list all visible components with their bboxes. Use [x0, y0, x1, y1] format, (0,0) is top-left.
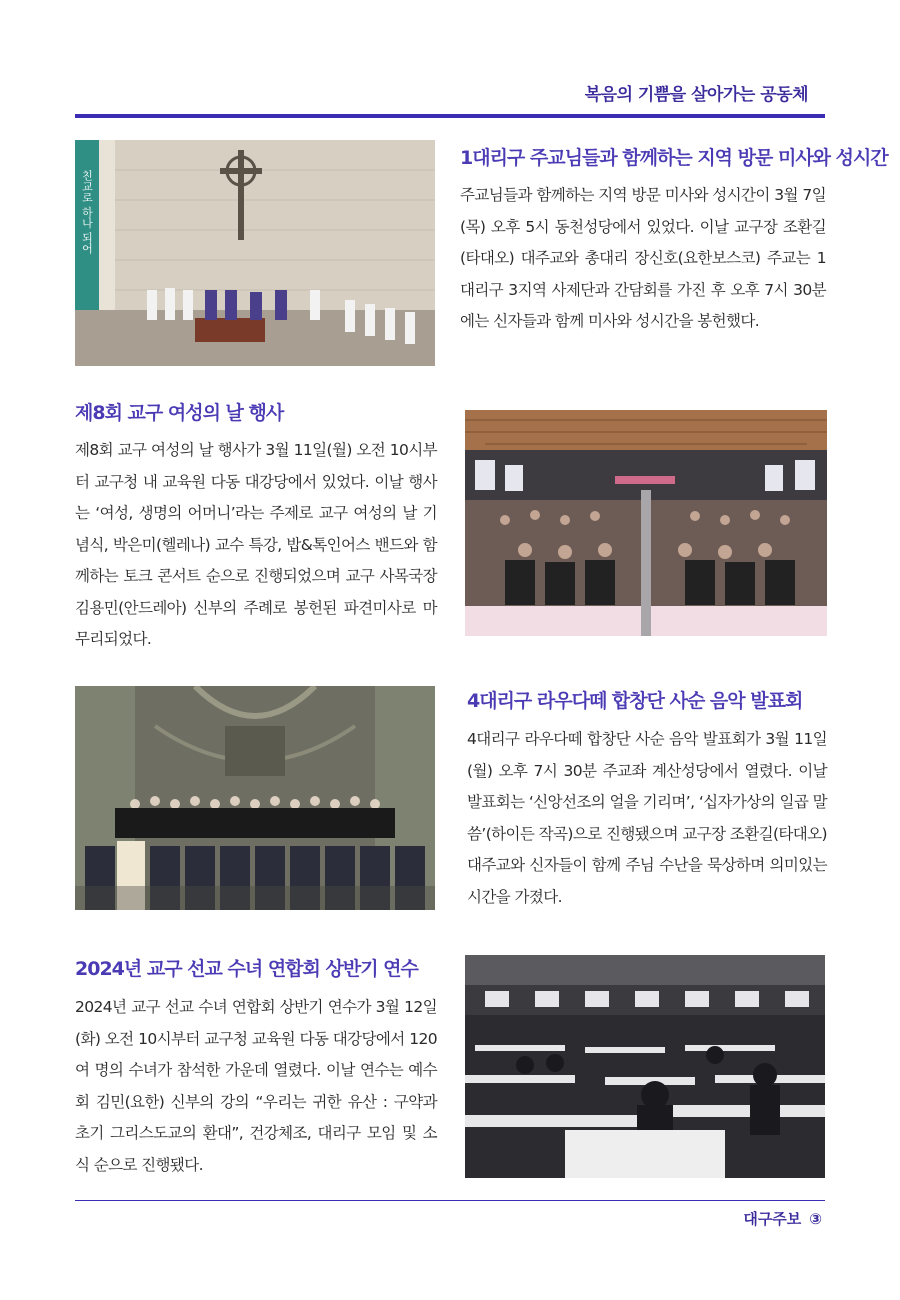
page-footer	[743, 1208, 822, 1229]
banner-text: 친교로 하나 되어	[80, 170, 94, 254]
header-title: 복음의 기쁨을 살아가는 공동체	[584, 85, 808, 105]
article-body-2: 제8회 교구 여성의 날 행사가 3월 11일(월) 오전 10시부터 교구청 내 교육원 다동 대강당에서 있었다. 이날 행사는 ‘여성, 생명의 어머니’라는 주제로 교구 여성의 날 기념식, 박은미(헬레나) 교수 특강, 밥&톡인어스 밴드와 함께하는 토크 콘서트 순으로 진행되었으며 교구 사목국장 김용민(안드레아) 신부의 주례로 봉헌된 파견미사로 마무리되었다.	[75, 441, 437, 648]
article-title-4: 2024년 교구 선교 수녀 연합회 상반기 연수	[75, 958, 418, 980]
publication-name: 대구주보	[743, 1210, 802, 1228]
womens-day-photo	[465, 410, 827, 636]
article-title-1: 1대리구 주교님들과 함께하는 지역 방문 미사와 성시간	[460, 147, 888, 169]
article-title-3: 4대리구 라우다떼 합창단 사순 음악 발표회	[467, 690, 803, 712]
article-title-2: 제8회 교구 여성의 날 행사	[75, 402, 284, 424]
nuns-seminar-photo	[465, 955, 825, 1178]
page-header	[0, 0, 900, 120]
choir-photo	[75, 686, 435, 910]
footer-divider	[75, 1200, 825, 1201]
mass-photo	[75, 140, 435, 366]
page-number: ③	[809, 1210, 822, 1228]
article-body-1: 주교님들과 함께하는 지역 방문 미사와 성시간이 3월 7일(목) 오후 5시 동천성당에서 있었다. 이날 교구장 조환길(타대오) 대주교와 총대리 장신호(요한보스코) 주교는 1대리구 3지역 사제단과 간담회를 가진 후 오후 7시 30분에는 신자들과 함께 미사와 성시간을 봉헌했다.	[460, 186, 826, 330]
article-body-4: 2024년 교구 선교 수녀 연합회 상반기 연수가 3월 12일(화) 오전 10시부터 교구청 교육원 다동 대강당에서 120여 명의 수녀가 참석한 가운데 열렸다. 이날 연수는 예수회 김민(요한) 신부의 강의 “우리는 귀한 유산 : 구약과 초기 그리스도교의 환대”, 건강체조, 대리구 모임 및 소식 순으로 진행됐다.	[75, 998, 437, 1174]
article-body-3: 4대리구 라우다떼 합창단 사순 음악 발표회가 3월 11일(월) 오후 7시 30분 주교좌 계산성당에서 열렸다. 이날 발표회는 ‘신앙선조의 얼을 기리며’, ‘십자가상의 일곱 말씀’(하이든 작곡)으로 진행됐으며 교구장 조환길(타대오) 대주교와 신자들이 함께 주님 수난을 묵상하며 의미있는 시간을 가졌다.	[467, 730, 827, 906]
header-divider	[75, 114, 825, 118]
